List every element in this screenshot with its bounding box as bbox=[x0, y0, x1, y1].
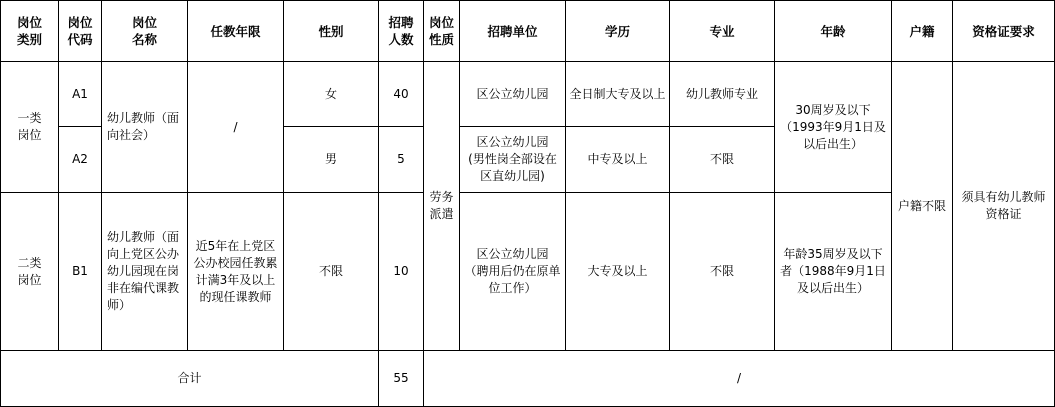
name-b1-cell: 幼儿教师（面向上党区公办幼儿园现在岗非在编代课教师） bbox=[102, 193, 188, 351]
count-b1-cell: 10 bbox=[379, 193, 424, 351]
major-b1-cell: 不限 bbox=[670, 193, 775, 351]
category-2-cell: 二类 岗位 bbox=[1, 193, 59, 351]
header-gender: 性别 bbox=[284, 1, 379, 62]
age-b1-cell: 年龄35周岁及以下者（1988年9月1日及以后出生） bbox=[775, 193, 892, 351]
header-category: 岗位 类别 bbox=[1, 1, 59, 62]
code-b1-cell: B1 bbox=[59, 193, 102, 351]
nature-cell: 劳务派遣 bbox=[424, 62, 460, 351]
code-a2-cell: A2 bbox=[59, 127, 102, 193]
header-count: 招聘 人数 bbox=[379, 1, 424, 62]
education-a1-cell: 全日制大专及以上 bbox=[566, 62, 670, 127]
education-a2-cell: 中专及以上 bbox=[566, 127, 670, 193]
header-nature: 岗位 性质 bbox=[424, 1, 460, 62]
header-qualification: 资格证要求 bbox=[953, 1, 1055, 62]
total-count-cell: 55 bbox=[379, 351, 424, 407]
header-unit: 招聘单位 bbox=[460, 1, 566, 62]
unit-b1-cell: 区公立幼儿园 （聘用后仍在原单位工作） bbox=[460, 193, 566, 351]
header-education: 学历 bbox=[566, 1, 670, 62]
total-row bbox=[1, 351, 1055, 407]
category-1-cell: 一类 岗位 bbox=[1, 62, 59, 193]
count-a1-cell: 40 bbox=[379, 62, 424, 127]
gender-b1-cell: 不限 bbox=[284, 193, 379, 351]
major-a1-cell: 幼儿教师专业 bbox=[670, 62, 775, 127]
education-b1-cell: 大专及以上 bbox=[566, 193, 670, 351]
header-teaching-years: 任教年限 bbox=[188, 1, 284, 62]
count-a2-cell: 5 bbox=[379, 127, 424, 193]
major-a2-cell: 不限 bbox=[670, 127, 775, 193]
age-a-cell: 30周岁及以下 （1993年9月1日及以后出生） bbox=[775, 62, 892, 193]
table-row-a1 bbox=[1, 62, 1055, 127]
header-age: 年龄 bbox=[775, 1, 892, 62]
unit-a1-cell: 区公立幼儿园 bbox=[460, 62, 566, 127]
header-household: 户籍 bbox=[892, 1, 953, 62]
code-a1-cell: A1 bbox=[59, 62, 102, 127]
header-name: 岗位 名称 bbox=[102, 1, 188, 62]
name-a-cell: 幼儿教师（面向社会） bbox=[102, 62, 188, 193]
total-label-cell: 合计 bbox=[1, 351, 379, 407]
gender-a2-cell: 男 bbox=[284, 127, 379, 193]
qualification-cell: 须具有幼儿教师资格证 bbox=[953, 62, 1055, 351]
header-major: 专业 bbox=[670, 1, 775, 62]
teaching-years-b1-cell: 近5年在上党区公办校园任教累计满3年及以上的现任课教师 bbox=[188, 193, 284, 351]
teaching-years-a-cell: / bbox=[188, 62, 284, 193]
header-code: 岗位 代码 bbox=[59, 1, 102, 62]
total-rest-cell: / bbox=[424, 351, 1055, 407]
gender-a1-cell: 女 bbox=[284, 62, 379, 127]
header-row bbox=[1, 1, 1055, 62]
household-cell: 户籍不限 bbox=[892, 62, 953, 351]
unit-a2-cell: 区公立幼儿园 (男性岗全部设在区直幼儿园) bbox=[460, 127, 566, 193]
